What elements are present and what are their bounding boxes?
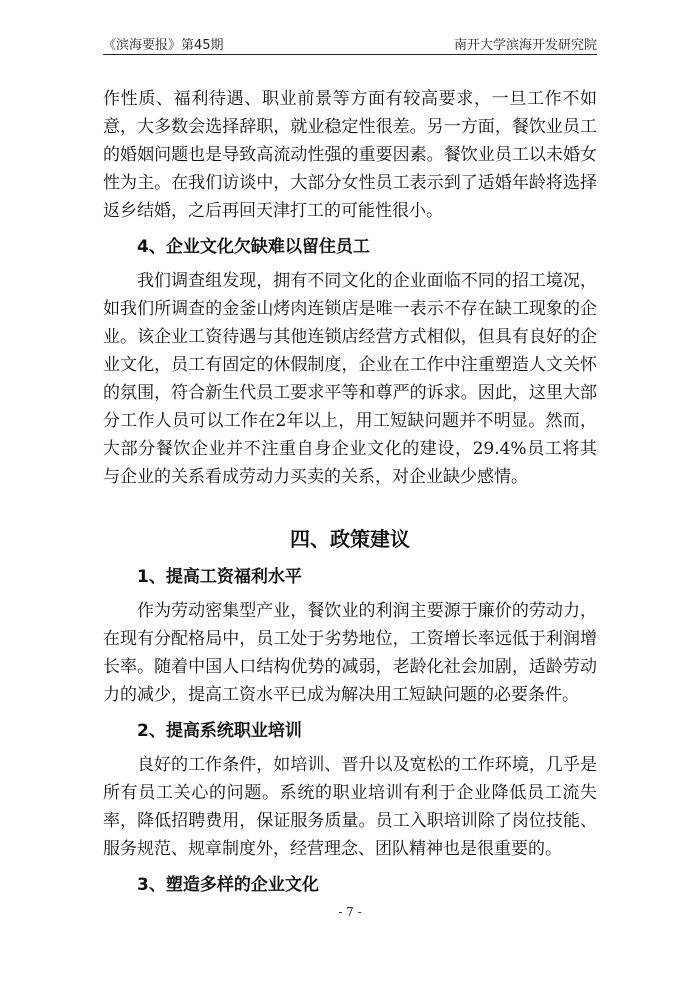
section-heading-1: 1、提高工资福利水平 [137,567,302,587]
paragraph-wages: 作为劳动密集型产业，餐饮业的利润主要源于廉价的劳动力，在现有分配格局中，员工处于劣势地位，工资增长率远低于利润增长率。随着中国人口结构优势的减弱，老龄化社会加剧，适龄劳动力的减少，提高工资水平已成为解决用工短缺问题的必要条件。 [103,601,597,705]
page-header [103,32,597,55]
publication-title: 《滨海要报》第45期 [103,38,224,53]
section-heading-2: 2、提高系统职业培训 [137,721,302,741]
paragraph-corporate-culture: 我们调查组发现，拥有不同文化的企业面临不同的招工境况，如我们所调查的金釜山烤肉连锁店是唯一表示不存在缺工现象的企业。该企业工资待遇与其他连锁店经营方式相似，但具有良好的企业文化，员工有固定的休假制度，企业在工作中注重塑造人文关怀的氛围，符合新生代员工要求平等和尊严的诉求。因此，这里大部分工作人员可以工作在2年以上，用工短缺问题并不明显。然而，大部分餐饮企业并不注重自身企业文化的建设，29.4%员工将其与企业的关系看成劳动力买卖的关系，对企业缺少感情。 [103,271,597,487]
page-number: - 7 - [338,905,362,919]
paragraph-training: 良好的工作条件，如培训、晋升以及宽松的工作环境，几乎是所有员工关心的问题。系统的职业培训有利于企业降低员工流失率，降低招聘费用，保证服务质量。员工入职培训除了岗位技能、服务规范、规章制度外，经营理念、团队精神也是很重要的。 [103,755,597,859]
chapter-heading-policy: 四、政策建议 [290,527,410,551]
section-heading-4: 4、企业文化欠缺难以留住员工 [137,237,370,257]
document-body [103,85,597,905]
paragraph-continued: 作性质、福利待遇、职业前景等方面有较高要求，一旦工作不如意，大多数会选择辞职，就业稳定性很差。另一方面，餐饮业员工的婚姻问题也是导致高流动性强的重要因素。餐饮业员工以未婚女性为主。在我们访谈中，大部分女性员工表示到了适婚年龄将选择返乡结婚，之后再回天津打工的可能性很小。 [103,89,597,221]
section-heading-3: 3、塑造多样的企业文化 [137,875,319,895]
institution-name: 南开大学滨海开发研究院 [453,38,597,53]
